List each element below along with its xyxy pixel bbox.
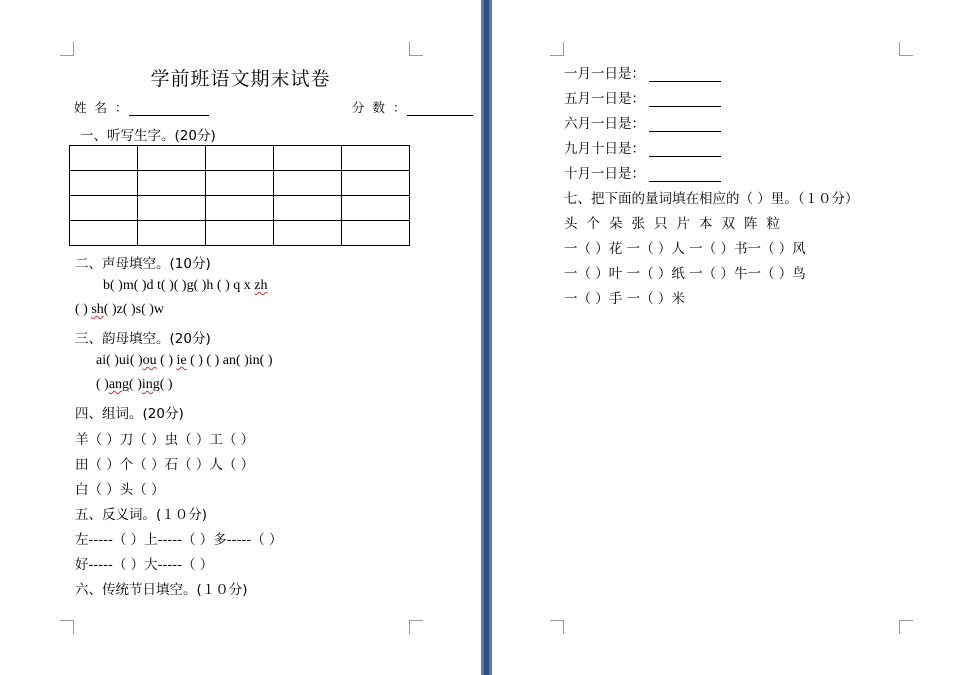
q2-line2-text-b: ( )z( )s( )w — [103, 302, 165, 317]
question-6-heading: 六、传统节日填空。(１０分) — [75, 582, 248, 598]
question-7-line-2: 一（ ）叶 一（ ）纸 一（ ）牛一（ ）鸟 — [564, 266, 806, 282]
grid-cell[interactable] — [138, 221, 206, 246]
grid-cell[interactable] — [138, 171, 206, 196]
crop-mark-top-right — [409, 42, 423, 56]
question-1-heading: 一、听写生字。(20分) — [80, 128, 216, 144]
q3-line2-ang: ang — [108, 377, 130, 392]
q3-line1-ou: ou — [142, 353, 157, 368]
holiday-label: 十月一日是： — [564, 166, 645, 182]
question-7-line-3: 一（ ）手 一（ ）米 — [564, 291, 685, 307]
q2-line1-zh: zh — [254, 278, 268, 293]
grid-row — [70, 221, 410, 246]
question-5-line-1: 左-----（ ）上-----（ ）多-----（ ） — [75, 532, 283, 548]
holiday-label: 五月一日是： — [564, 91, 645, 107]
holiday-answer-blank[interactable] — [649, 67, 721, 82]
dictation-grid — [69, 145, 410, 246]
crop-mark-bottom-left — [60, 620, 74, 634]
q2-line1-text: b( )m( )d t( )( )g( )h ( ) q x — [103, 278, 255, 293]
q3-line2-a: ( ) — [96, 377, 109, 392]
holiday-item — [564, 162, 721, 182]
grid-cell[interactable] — [342, 196, 410, 221]
grid-cell[interactable] — [274, 221, 342, 246]
question-3-line-2 — [96, 377, 173, 393]
holiday-answer-blank[interactable] — [649, 92, 721, 107]
question-3-heading: 三、韵母填空。(20分) — [75, 331, 211, 347]
crop-mark-bottom-left — [550, 620, 564, 634]
score-field — [352, 98, 473, 116]
holiday-item — [564, 112, 721, 132]
holiday-label: 六月一日是： — [564, 116, 645, 132]
measure-word-list: 头个朵张只片本双阵粒 — [564, 216, 789, 232]
holiday-answer-blank[interactable] — [649, 167, 721, 182]
grid-cell[interactable] — [70, 146, 138, 171]
q3-line1-ie: ie — [176, 353, 187, 368]
grid-cell[interactable] — [138, 146, 206, 171]
grid-row — [70, 171, 410, 196]
left-page — [0, 0, 481, 675]
crop-mark-bottom-right — [899, 620, 913, 634]
q3-line2-c: ( ) — [159, 377, 173, 392]
grid-cell[interactable] — [138, 196, 206, 221]
grid-cell[interactable] — [274, 146, 342, 171]
right-page — [492, 0, 967, 675]
grid-cell[interactable] — [274, 171, 342, 196]
question-5-line-2: 好-----（ ）大-----（ ） — [75, 557, 214, 573]
question-5-heading: 五、反义词。(１０分) — [75, 507, 208, 523]
exam-title: 学前班语文期末试卷 — [150, 68, 331, 90]
q2-line2-sh: sh — [91, 302, 104, 317]
grid-cell[interactable] — [342, 171, 410, 196]
grid-cell[interactable] — [342, 221, 410, 246]
holiday-answer-blank[interactable] — [649, 142, 721, 157]
holiday-item — [564, 87, 721, 107]
grid-cell[interactable] — [206, 221, 274, 246]
grid-cell[interactable] — [206, 171, 274, 196]
question-4-heading: 四、组词。(20分) — [75, 406, 184, 422]
grid-row — [70, 196, 410, 221]
q3-line2-b: ( ) — [129, 377, 142, 392]
grid-cell[interactable] — [70, 196, 138, 221]
grid-cell[interactable] — [70, 221, 138, 246]
q3-line1-end: ( ) ( ) an( )in( ) — [186, 353, 273, 368]
crop-mark-top-right — [899, 42, 913, 56]
grid-cell[interactable] — [342, 146, 410, 171]
name-field — [74, 98, 209, 116]
grid-cell[interactable] — [206, 146, 274, 171]
q3-line1-ai: ai( )ui( ) — [96, 353, 143, 368]
crop-mark-top-left — [60, 42, 74, 56]
holiday-answer-blank[interactable] — [649, 117, 721, 132]
question-4-line-2: 田（ ）个（ ）石（ ）人（ ） — [75, 457, 255, 473]
holiday-label: 九月十日是： — [564, 141, 645, 157]
q3-line1-mid: ( ) — [156, 353, 177, 368]
question-4-line-3: 白（ ）头（ ） — [75, 482, 165, 498]
question-2-heading: 二、声母填空。(10分) — [75, 256, 211, 272]
name-label: 姓 名 ： — [74, 100, 130, 115]
grid-cell[interactable] — [274, 196, 342, 221]
crop-mark-top-left — [550, 42, 564, 56]
question-7-heading: 七、把下面的量词填在相应的（ ）里。（１０分） — [564, 191, 859, 207]
question-2-line-1 — [103, 278, 267, 294]
score-blank[interactable] — [407, 101, 473, 116]
page-gap-shadow — [484, 0, 489, 675]
score-label: 分 数 ： — [352, 100, 408, 115]
question-3-line-1 — [96, 353, 273, 369]
q3-line2-ing: ing — [141, 377, 160, 392]
holiday-item — [564, 62, 721, 82]
holiday-label: 一月一日是： — [564, 66, 645, 82]
q2-line2-text-a: ( ) — [75, 302, 92, 317]
grid-cell[interactable] — [206, 196, 274, 221]
grid-row — [70, 146, 410, 171]
question-2-line-2 — [75, 302, 164, 318]
question-7-line-1: 一（ ）花 一（ ）人 一（ ）书一（ ）风 — [564, 241, 806, 257]
holiday-item — [564, 137, 721, 157]
crop-mark-bottom-right — [409, 620, 423, 634]
name-blank[interactable] — [129, 101, 209, 116]
question-4-line-1: 羊（ ）刀（ ）虫（ ）工（ ） — [75, 432, 255, 448]
grid-cell[interactable] — [70, 171, 138, 196]
